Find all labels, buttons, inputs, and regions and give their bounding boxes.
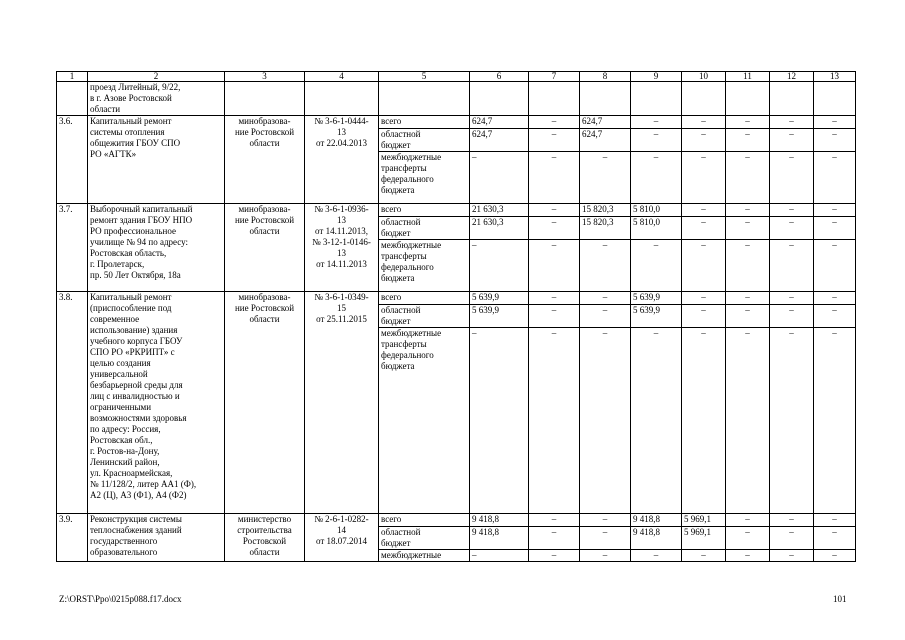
object-description: проезд Литейный, 9/22, в г. Азове Ростовской области xyxy=(88,82,225,116)
value-cell: 624,7 xyxy=(580,116,631,129)
header-cell: 4 xyxy=(305,72,379,82)
value-cell: – xyxy=(682,550,726,562)
page-number: 101 xyxy=(833,594,847,604)
value-cell: – xyxy=(682,116,726,129)
value-cell: – xyxy=(529,550,580,562)
value-cell: – xyxy=(529,514,580,527)
row-number-cell: 3.8. xyxy=(57,292,88,514)
funding-source-cell: межбюджетные xyxy=(379,550,470,562)
value-cell: – xyxy=(580,328,631,514)
row-number-cell: 3.7. xyxy=(57,204,88,292)
table-row xyxy=(57,116,856,129)
value-cell: – xyxy=(470,328,529,514)
value-cell: 9 418,8 xyxy=(631,514,682,527)
value-cell: – xyxy=(682,328,726,514)
object-description: Капитальный ремонт (приспособление под современное использование) здания учебного корпуса ГБОУ СПО РО «РКРИПТ» с целью создания универсальной безбарьерной среды для лиц с инвалидностью и ограниченными возможностями здоровья по адресу: Россия, Ростовская обл., г. Ростов-на-Дону, Ленинский район, ул. Красноармейская, № 11/128/2, литер АА1 (Ф), А2 (Ц), А3 (Ф1), А4 (Ф2) xyxy=(88,292,225,514)
value-cell: – xyxy=(631,550,682,562)
header-cell: 12 xyxy=(770,72,814,82)
value-cell: – xyxy=(726,292,770,305)
value-cell: – xyxy=(770,328,814,514)
value-cell: – xyxy=(682,152,726,204)
value-cell: – xyxy=(814,527,856,550)
header-cell: 11 xyxy=(726,72,770,82)
value-cell: 5 639,9 xyxy=(470,292,529,305)
row-number-cell: 3.9. xyxy=(57,514,88,562)
value-cell: – xyxy=(726,514,770,527)
value-cell: – xyxy=(580,550,631,562)
value-cell: 5 969,1 xyxy=(682,514,726,527)
value-cell: – xyxy=(726,550,770,562)
value-cell: – xyxy=(814,328,856,514)
value-cell: – xyxy=(470,240,529,292)
value-cell: – xyxy=(682,129,726,152)
funding-source-cell: межбюджетные трансферты федерального бюджета xyxy=(379,152,470,204)
value-cell: 9 418,8 xyxy=(631,527,682,550)
funding-source-cell: областной бюджет xyxy=(379,305,470,328)
value-cell: – xyxy=(770,514,814,527)
organization-cell: минобразова- ние Ростовской области xyxy=(225,204,305,292)
value-cell: – xyxy=(814,514,856,527)
column-number-header xyxy=(57,72,856,82)
value-cell: – xyxy=(631,328,682,514)
value-cell: – xyxy=(580,152,631,204)
value-cell xyxy=(770,82,814,116)
table-body xyxy=(57,72,856,562)
row-number-cell: 3.6. xyxy=(57,116,88,204)
value-cell: – xyxy=(814,305,856,328)
funding-source-cell: всего xyxy=(379,204,470,217)
document-cell: № 2-6-1-0282- 14 от 18.07.2014 xyxy=(305,514,379,562)
funding-source-cell: межбюджетные трансферты федерального бюджета xyxy=(379,240,470,292)
row-number-cell xyxy=(57,82,88,116)
value-cell: – xyxy=(726,328,770,514)
value-cell: – xyxy=(814,204,856,217)
value-cell: – xyxy=(470,550,529,562)
header-cell: 8 xyxy=(580,72,631,82)
value-cell: – xyxy=(529,240,580,292)
value-cell: – xyxy=(631,129,682,152)
value-cell: 9 418,8 xyxy=(470,527,529,550)
header-cell: 7 xyxy=(529,72,580,82)
document-cell xyxy=(305,82,379,116)
table-row xyxy=(57,292,856,305)
object-description: Реконструкция системы теплоснабжения зданий государственного образовательного xyxy=(88,514,225,562)
value-cell: – xyxy=(529,328,580,514)
value-cell xyxy=(529,82,580,116)
value-cell: – xyxy=(814,292,856,305)
value-cell: – xyxy=(682,292,726,305)
value-cell: 624,7 xyxy=(580,129,631,152)
value-cell: – xyxy=(631,152,682,204)
value-cell: – xyxy=(814,116,856,129)
value-cell: – xyxy=(682,204,726,217)
value-cell xyxy=(726,82,770,116)
value-cell: 21 630,3 xyxy=(470,204,529,217)
value-cell: – xyxy=(770,240,814,292)
value-cell: – xyxy=(529,116,580,129)
value-cell: – xyxy=(726,527,770,550)
value-cell: 5 639,9 xyxy=(470,305,529,328)
value-cell: 624,7 xyxy=(470,116,529,129)
value-cell xyxy=(580,82,631,116)
value-cell: – xyxy=(726,204,770,217)
document-cell: № 3-6-1-0444- 13 от 22.04.2013 xyxy=(305,116,379,204)
value-cell: – xyxy=(529,204,580,217)
value-cell: 9 418,8 xyxy=(470,514,529,527)
value-cell: – xyxy=(631,116,682,129)
document-cell: № 3-6-1-0349- 15 от 25.11.2015 xyxy=(305,292,379,514)
value-cell: – xyxy=(770,152,814,204)
header-cell: 2 xyxy=(88,72,225,82)
value-cell: – xyxy=(529,527,580,550)
organization-cell xyxy=(225,82,305,116)
value-cell: – xyxy=(770,550,814,562)
value-cell: – xyxy=(770,292,814,305)
footer-file-path: Z:\ORST\Ppo\0215p088.f17.docx xyxy=(59,594,182,604)
object-description: Капитальный ремонт системы отопления общежития ГБОУ СПО РО «АГТК» xyxy=(88,116,225,204)
value-cell: – xyxy=(770,204,814,217)
funding-source-cell: областной бюджет xyxy=(379,527,470,550)
value-cell: – xyxy=(726,116,770,129)
organization-cell: минобразова- ние Ростовской области xyxy=(225,292,305,514)
value-cell: – xyxy=(770,129,814,152)
continuation-row xyxy=(57,82,856,116)
value-cell: – xyxy=(682,217,726,240)
value-cell: 5 969,1 xyxy=(682,527,726,550)
value-cell: – xyxy=(770,116,814,129)
funding-source-cell: всего xyxy=(379,292,470,305)
value-cell: – xyxy=(814,217,856,240)
value-cell: – xyxy=(726,240,770,292)
value-cell: – xyxy=(726,217,770,240)
header-cell: 9 xyxy=(631,72,682,82)
value-cell: 15 820,3 xyxy=(580,204,631,217)
value-cell xyxy=(814,82,856,116)
value-cell: – xyxy=(770,527,814,550)
value-cell: – xyxy=(529,129,580,152)
value-cell: – xyxy=(580,305,631,328)
budget-table xyxy=(56,71,856,562)
value-cell: – xyxy=(682,240,726,292)
value-cell: 5 810,0 xyxy=(631,217,682,240)
value-cell xyxy=(682,82,726,116)
header-cell: 5 xyxy=(379,72,470,82)
funding-source-cell: областной бюджет xyxy=(379,217,470,240)
value-cell: – xyxy=(580,514,631,527)
header-cell: 10 xyxy=(682,72,726,82)
value-cell: 5 810,0 xyxy=(631,204,682,217)
value-cell: – xyxy=(580,292,631,305)
value-cell xyxy=(470,82,529,116)
header-cell: 6 xyxy=(470,72,529,82)
object-description: Выборочный капитальный ремонт здания ГБОУ НПО РО профессиональное училище № 94 по адресу: Ростовская область, г. Пролетарск, пр. 50 Лет Октября, 18а xyxy=(88,204,225,292)
funding-source-cell: областной бюджет xyxy=(379,129,470,152)
header-cell: 3 xyxy=(225,72,305,82)
table-row xyxy=(57,204,856,217)
value-cell: – xyxy=(814,152,856,204)
value-cell: – xyxy=(529,152,580,204)
value-cell: – xyxy=(726,129,770,152)
value-cell: – xyxy=(529,217,580,240)
value-cell: – xyxy=(631,240,682,292)
funding-source-cell: всего xyxy=(379,116,470,129)
value-cell: – xyxy=(580,240,631,292)
value-cell: – xyxy=(529,305,580,328)
value-cell: 15 820,3 xyxy=(580,217,631,240)
value-cell: – xyxy=(814,550,856,562)
document-cell: № 3-6-1-0936- 13 от 14.11.2013, № 3-12-1-0146- 13 от 14.11.2013 xyxy=(305,204,379,292)
value-cell: 5 639,9 xyxy=(631,292,682,305)
value-cell: – xyxy=(529,292,580,305)
value-cell: 21 630,3 xyxy=(470,217,529,240)
organization-cell: минобразова- ние Ростовской области xyxy=(225,116,305,204)
table-row xyxy=(57,514,856,527)
funding-source-cell xyxy=(379,82,470,116)
header-cell: 1 xyxy=(57,72,88,82)
value-cell: 624,7 xyxy=(470,129,529,152)
value-cell: – xyxy=(770,217,814,240)
value-cell: – xyxy=(726,152,770,204)
funding-source-cell: межбюджетные трансферты федерального бюджета xyxy=(379,328,470,514)
value-cell: – xyxy=(682,305,726,328)
organization-cell: министерство строительства Ростовской области xyxy=(225,514,305,562)
value-cell: – xyxy=(814,129,856,152)
value-cell xyxy=(631,82,682,116)
value-cell: – xyxy=(770,305,814,328)
value-cell: – xyxy=(814,240,856,292)
value-cell: – xyxy=(470,152,529,204)
value-cell: 5 639,9 xyxy=(631,305,682,328)
value-cell: – xyxy=(726,305,770,328)
value-cell: – xyxy=(580,527,631,550)
header-cell: 13 xyxy=(814,72,856,82)
funding-source-cell: всего xyxy=(379,514,470,527)
